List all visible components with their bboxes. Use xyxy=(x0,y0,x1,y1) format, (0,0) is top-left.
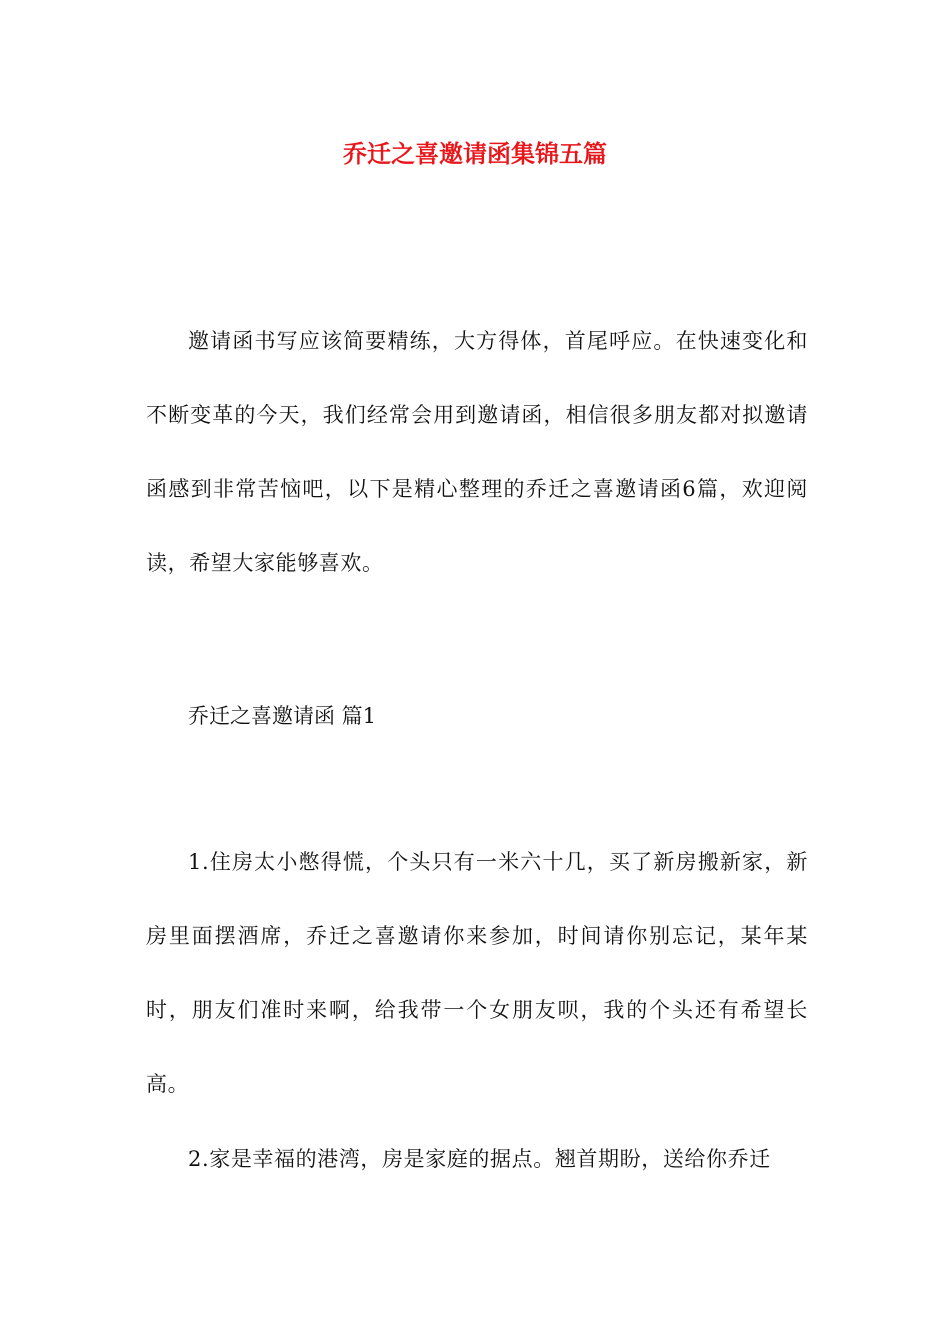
document-title: 乔迁之喜邀请函集锦五篇 xyxy=(343,139,607,168)
section-heading: 乔迁之喜邀请函 篇1 xyxy=(188,704,377,728)
list-item: 2.家是幸福的港湾，房是家庭的据点。翘首期盼，送给你乔迁 xyxy=(188,1147,771,1171)
list-item: 1.住房太小憋得慌，个头只有一米六十几，买了新房搬新家，新房里面摆酒席，乔迁之喜邀请你来参加，时间请你别忘记，某年某时，朋友们准时来啊，给我带一个女朋友呗，我的个头还有希望长高。 xyxy=(146,850,808,1096)
intro-paragraph: 邀请函书写应该简要精练，大方得体，首尾呼应。在快速变化和不断变革的今天，我们经常会用到邀请函，相信很多朋友都对拟邀请函感到非常苦恼吧，以下是精心整理的乔迁之喜邀请函6篇，欢迎阅读，希望大家能够喜欢。 xyxy=(146,329,808,575)
